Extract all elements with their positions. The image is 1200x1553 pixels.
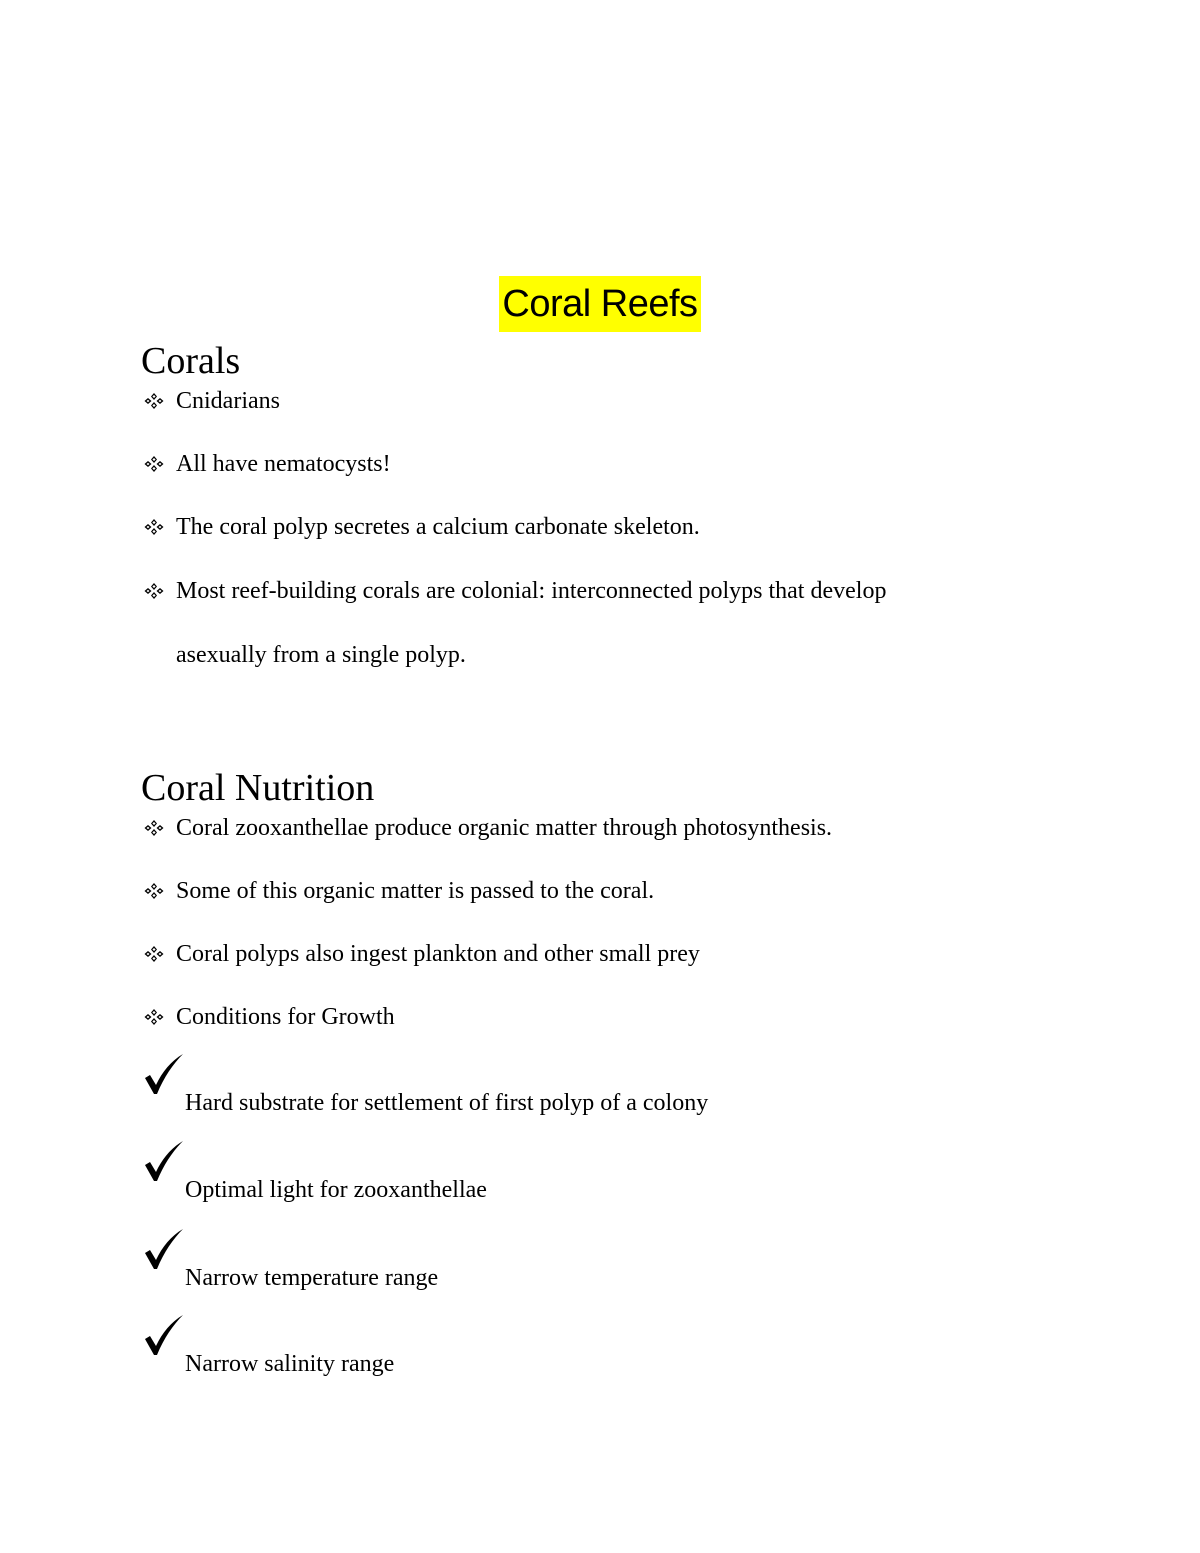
list-item-text: asexually from a single polyp. xyxy=(176,642,466,668)
section-heading-corals: Corals xyxy=(141,340,241,382)
list-item-text: Some of this organic matter is passed to the coral. xyxy=(176,878,655,904)
list-item-text: Cnidarians xyxy=(176,388,280,414)
checklist-item-text: Narrow temperature range xyxy=(185,1265,439,1291)
four-diamond-bullet-icon xyxy=(143,939,169,969)
four-diamond-bullet-icon xyxy=(143,512,169,542)
four-diamond-bullet-icon xyxy=(143,576,169,606)
list-item-text: The coral polyp secretes a calcium carbonate skeleton. xyxy=(176,514,700,540)
checklist-item-text: Optimal light for zooxanthellae xyxy=(185,1177,487,1203)
title-container xyxy=(0,276,1200,332)
list-item-text: Coral zooxanthellae produce organic matter through photosynthesis. xyxy=(176,815,833,841)
checkmark-icon xyxy=(143,1313,185,1357)
checkmark-icon xyxy=(143,1139,185,1183)
four-diamond-bullet-icon xyxy=(143,813,169,843)
checkmark-icon xyxy=(143,1052,185,1096)
checklist-item-text: Narrow salinity range xyxy=(185,1351,395,1377)
document-title: Coral Reefs xyxy=(499,276,700,332)
list-item-text: Most reef-building corals are colonial: interconnected polyps that develop xyxy=(176,578,887,604)
list-item-text: All have nematocysts! xyxy=(176,451,391,477)
list-item-text: Conditions for Growth xyxy=(176,1004,395,1030)
list-item-text: Coral polyps also ingest plankton and other small prey xyxy=(176,941,700,967)
section-heading-coral-nutrition: Coral Nutrition xyxy=(141,767,375,809)
checklist-item-text: Hard substrate for settlement of first polyp of a colony xyxy=(185,1090,709,1116)
four-diamond-bullet-icon xyxy=(143,876,169,906)
four-diamond-bullet-icon xyxy=(143,386,169,416)
four-diamond-bullet-icon xyxy=(143,1002,169,1032)
checkmark-icon xyxy=(143,1227,185,1271)
four-diamond-bullet-icon xyxy=(143,449,169,479)
